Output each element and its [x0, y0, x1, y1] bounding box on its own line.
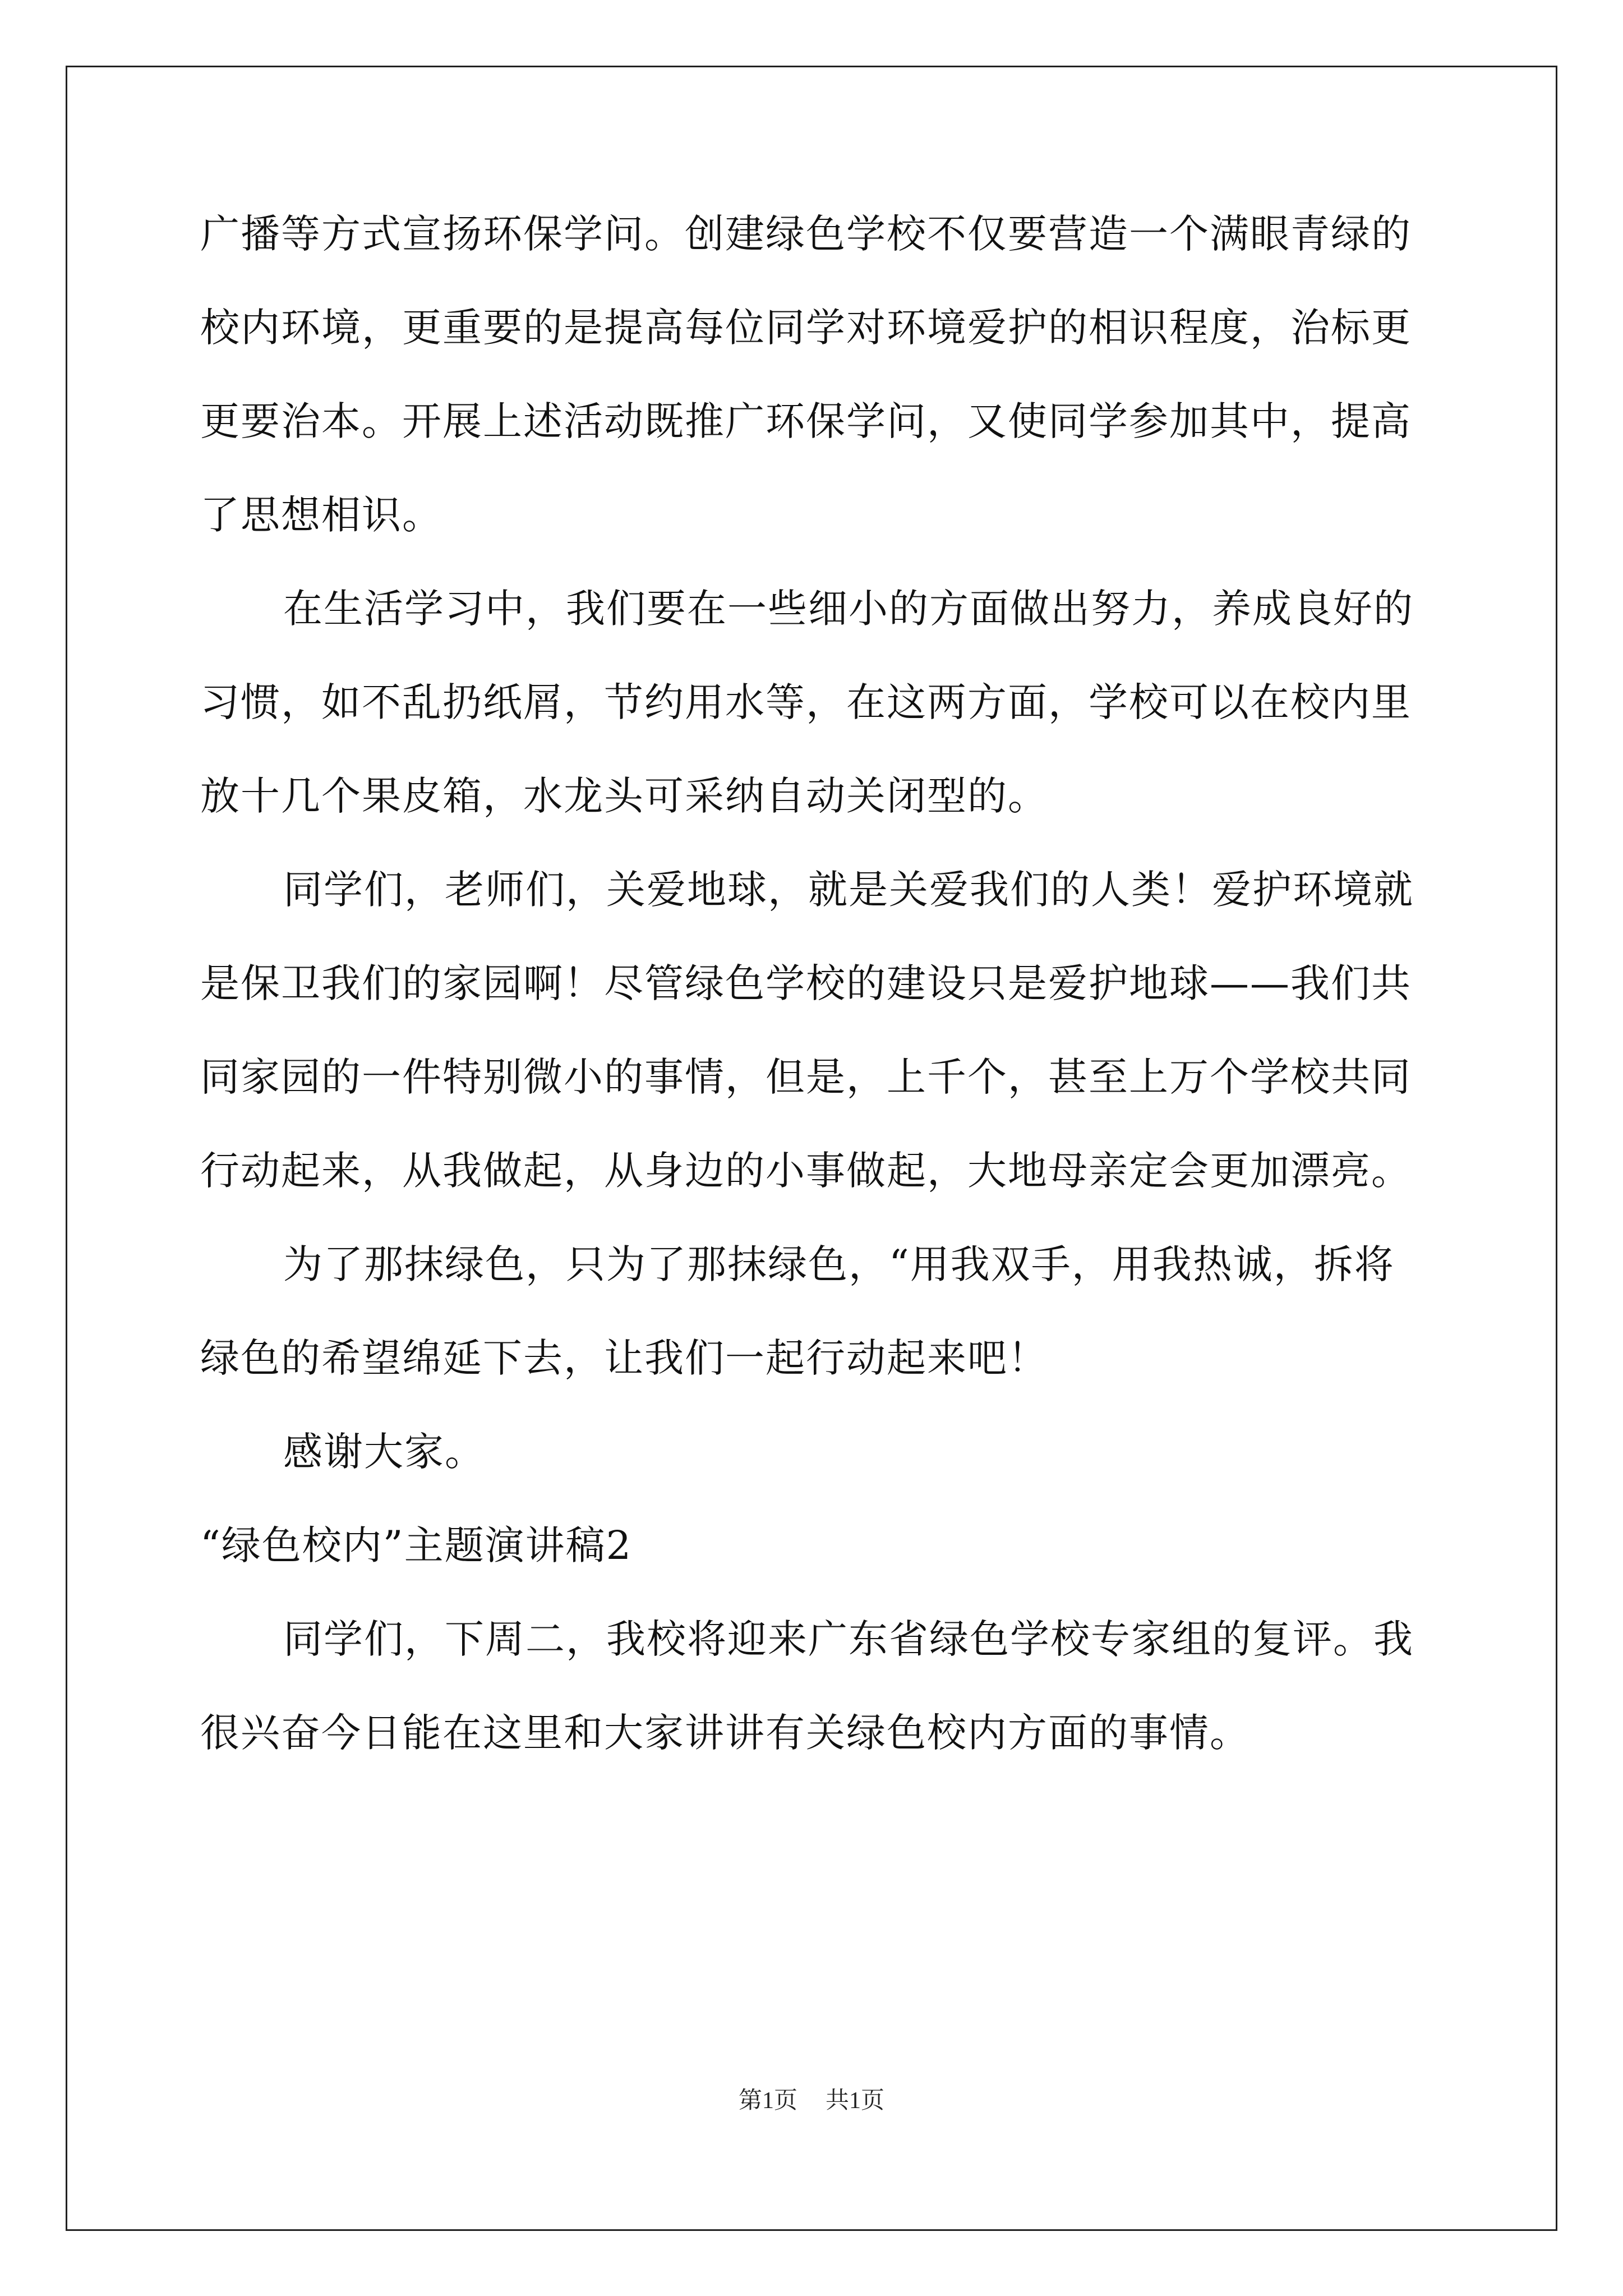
section-heading: “绿色校内”主题演讲稿2: [200, 1522, 633, 1568]
text-line: 校内环境，更重要的是提高每位同学对环境爱护的相识程度，治标更: [200, 305, 1412, 351]
text-line: 为了那抹绿色，只为了那抹绿色，“用我双手，用我热诚，拆将: [283, 1241, 1395, 1287]
text-line: 在生活学习中，我们要在一些细小的方面做出努力，养成良好的: [283, 586, 1414, 632]
text-line: 了思想相识。: [200, 492, 442, 538]
text-line: 感谢大家。: [283, 1429, 485, 1475]
text-line: 是保卫我们的家园啊！尽管绿色学校的建设只是爱护地球——我们共: [200, 960, 1412, 1006]
text-line: 同家园的一件特别微小的事情，但是，上千个，甚至上万个学校共同: [200, 1054, 1412, 1100]
text-line: 很兴奋今日能在这里和大家讲讲有关绿色校内方面的事情。: [200, 1710, 1250, 1756]
text-line: 放十几个果皮箱，水龙头可采纳自动关闭型的。: [200, 773, 1048, 819]
page-total: 共1页: [826, 2088, 885, 2114]
text-line: 更要治本。开展上述活动既推广环保学问，又使同学参加其中，提高: [200, 398, 1412, 444]
text-line: 习惯，如不乱扔纸屑，节约用水等，在这两方面，学校可以在校内里: [200, 679, 1412, 725]
text-line: 同学们，老师们，关爱地球，就是关爱我们的人类！爱护环境就: [283, 867, 1414, 913]
text-line: 行动起来，从我做起，从身边的小事做起，大地母亲定会更加漂亮。: [200, 1148, 1412, 1194]
text-line: 绿色的希望绵延下去，让我们一起行动起来吧！: [200, 1335, 1048, 1381]
page-footer: [0, 2084, 1623, 2118]
text-line: 同学们，下周二，我校将迎来广东省绿色学校专家组的复评。我: [283, 1616, 1414, 1662]
page-number: 第1页: [738, 2088, 797, 2114]
text-line: 广播等方式宣扬环保学问。创建绿色学校不仅要营造一个满眼青绿的: [200, 211, 1412, 257]
